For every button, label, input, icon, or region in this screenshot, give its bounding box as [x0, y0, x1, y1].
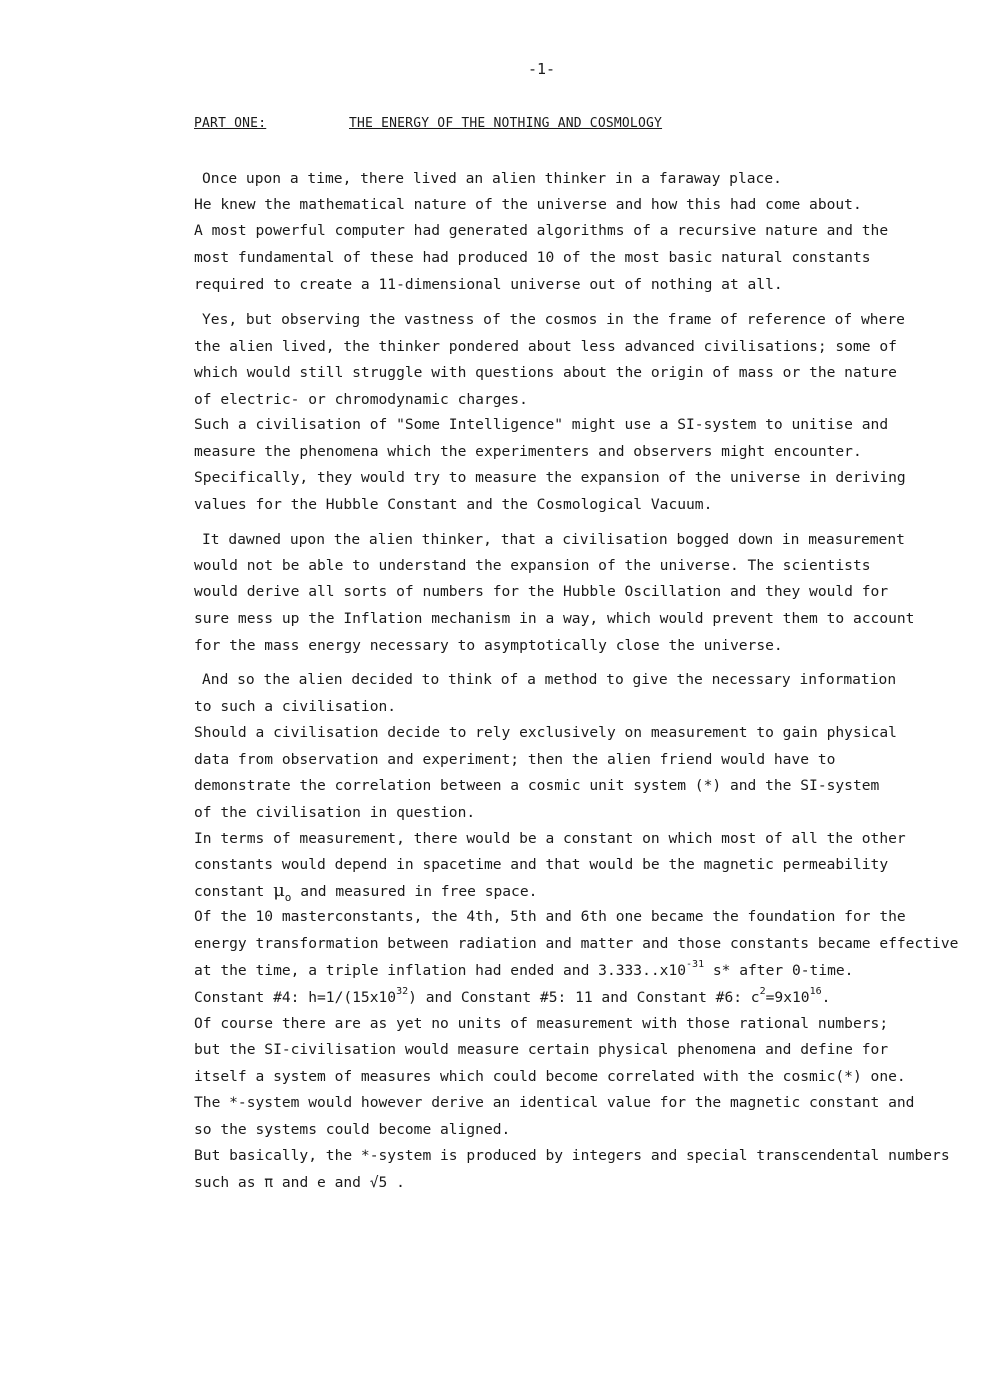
text-line-constants — [194, 986, 831, 1009]
text-line: values for the Hubble Constant and the Cosmological Vacuum. — [194, 496, 713, 513]
superscript: 32 — [396, 986, 409, 997]
text-line: Of course there are as yet no units of measurement with those rational numbers; — [194, 1015, 889, 1032]
text-line: the alien lived, the thinker pondered about less advanced civilisations; some of — [194, 338, 897, 355]
text-line: Should a civilisation decide to rely exclusively on measurement to gain physical — [194, 724, 897, 741]
text-line: most fundamental of these had produced 10 of the most basic natural constants — [194, 249, 871, 266]
text-fragment: at the time, a triple inflation had ended and 3.333..x10 — [194, 962, 687, 979]
text-line: of the civilisation in question. — [194, 804, 476, 821]
text-fragment: Constant #4: h=1/(15x10 — [194, 989, 397, 1006]
root-five-symbol: √5 — [369, 1174, 388, 1191]
text-line: measure the phenomena which the experimenters and observers might encounter. — [194, 443, 862, 460]
text-line: The *-system would however derive an identical value for the magnetic constant and — [194, 1094, 915, 1111]
text-line: energy transformation between radiation and matter and those constants became effective — [194, 935, 959, 952]
text-fragment: . — [821, 989, 831, 1006]
text-line: but the SI-civilisation would measure certain physical phenomena and define for — [194, 1041, 889, 1058]
text-line-mu — [194, 882, 537, 902]
text-line: demonstrate the correlation between a cosmic unit system (*) and the SI-system — [194, 777, 880, 794]
subscript: o — [284, 891, 292, 904]
text-line: for the mass energy necessary to asymptotically close the universe. — [194, 637, 783, 654]
text-line: sure mess up the Inflation mechanism in a way, which would prevent them to account — [194, 610, 915, 627]
text-line: Yes, but observing the vastness of the cosmos in the frame of reference of where — [202, 311, 905, 328]
text-line: In terms of measurement, there would be a constant on which most of all the other — [194, 830, 906, 847]
text-line: of electric- or chromodynamic charges. — [194, 391, 528, 408]
text-line: would not be able to understand the expansion of the universe. The scientists — [194, 557, 871, 574]
pi-symbol: π — [264, 1174, 274, 1191]
superscript: 2 — [759, 986, 766, 997]
text-fragment: . — [387, 1174, 405, 1191]
text-fragment: such as — [194, 1174, 265, 1191]
text-line: But basically, the *-system is produced by integers and special transcendental numbers — [194, 1147, 950, 1164]
text-line: And so the alien decided to think of a method to give the necessary information — [202, 671, 897, 688]
part-label: PART ONE: — [194, 116, 267, 131]
text-line: itself a system of measures which could become correlated with the cosmic(*) one. — [194, 1068, 906, 1085]
text-line: so the systems could become aligned. — [194, 1121, 511, 1138]
text-line: data from observation and experiment; then the alien friend would have to — [194, 751, 836, 768]
text-line-symbols — [194, 1174, 405, 1192]
text-line: A most powerful computer had generated algorithms of a recursive nature and the — [194, 222, 889, 239]
text-line: constants would depend in spacetime and that would be the magnetic permeability — [194, 856, 889, 873]
text-line: It dawned upon the alien thinker, that a civilisation bogged down in measurement — [202, 531, 905, 548]
section-title: THE ENERGY OF THE NOTHING AND COSMOLOGY — [349, 116, 663, 131]
text-line: would derive all sorts of numbers for the Hubble Oscillation and they would for — [194, 583, 889, 600]
text-line: required to create a 11-dimensional universe out of nothing at all. — [194, 276, 783, 293]
text-line: Of the 10 masterconstants, the 4th, 5th and 6th one became the foundation for the — [194, 908, 906, 925]
text-line: to such a civilisation. — [194, 698, 397, 715]
page-number: -1- — [528, 60, 556, 78]
text-line-time — [194, 959, 854, 982]
text-line: Specifically, they would try to measure the expansion of the universe in deriving — [194, 469, 906, 486]
text-line: Once upon a time, there lived an alien thinker in a faraway place. — [202, 170, 782, 187]
text-fragment: s* after 0-time. — [704, 962, 854, 979]
text-fragment: ) and Constant #5: 11 and Constant #6: c — [408, 989, 760, 1006]
text-fragment: constant — [194, 883, 274, 900]
mu-symbol: μ — [273, 880, 285, 901]
text-fragment: =9x10 — [765, 989, 810, 1006]
text-fragment: and measured in free space. — [291, 883, 538, 900]
superscript: -31 — [686, 959, 705, 970]
text-line: Such a civilisation of "Some Intelligence" might use a SI-system to unitise and — [194, 416, 889, 433]
text-fragment: and e and — [273, 1174, 370, 1191]
superscript: 16 — [809, 986, 822, 997]
text-line: which would still struggle with questions about the origin of mass or the nature — [194, 364, 897, 381]
text-line: He knew the mathematical nature of the universe and how this had come about. — [194, 196, 862, 213]
